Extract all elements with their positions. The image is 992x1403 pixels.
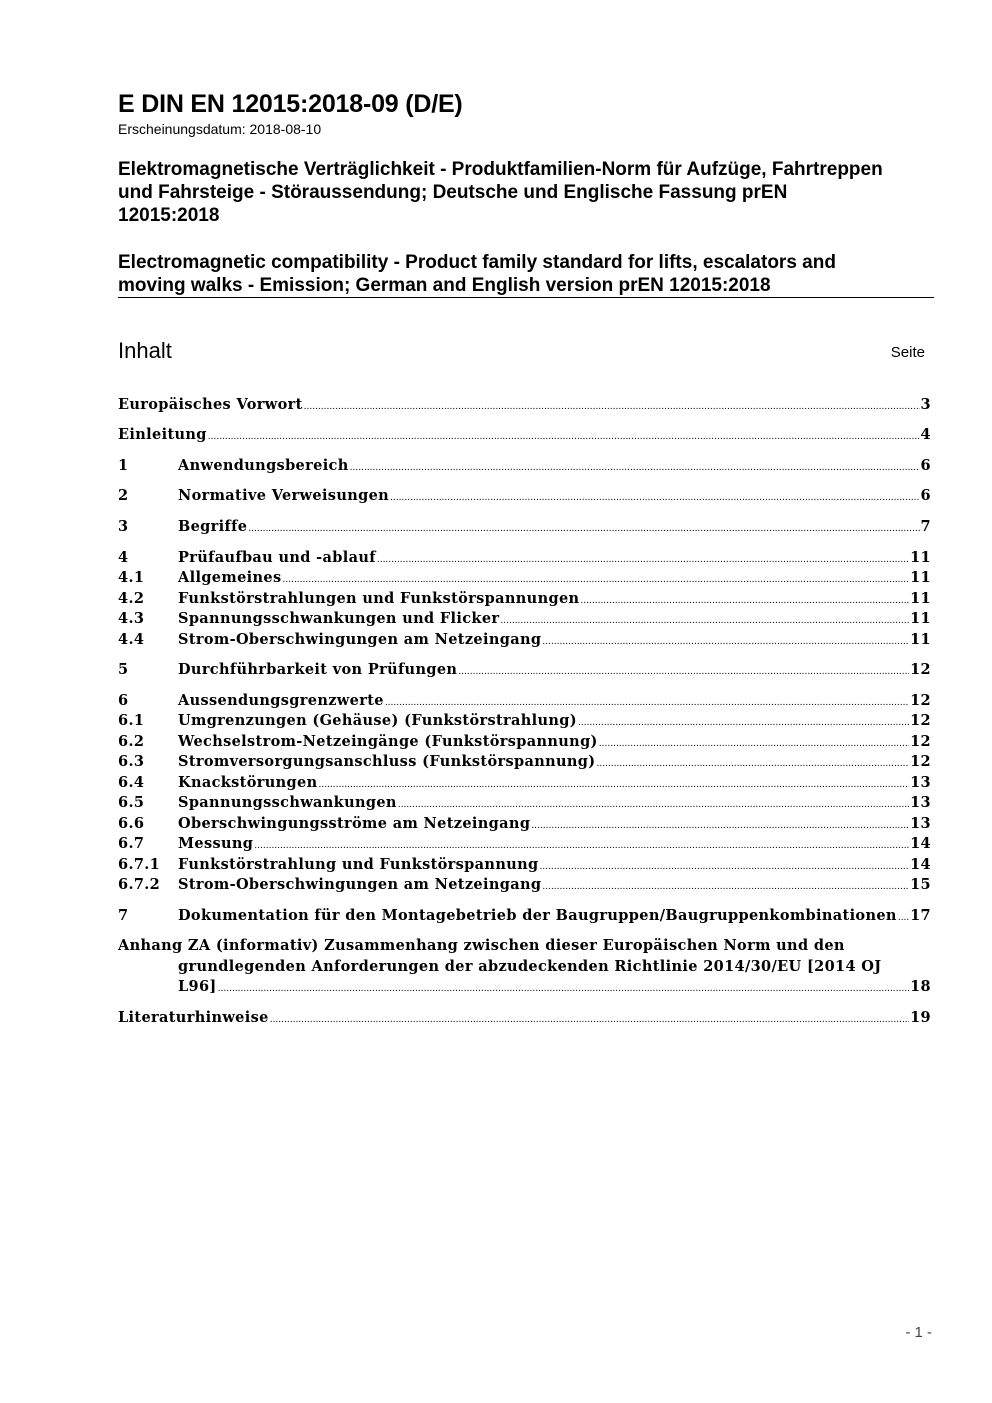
toc-annex-line-3 bbox=[118, 977, 931, 997]
toc-entry-page: 12 bbox=[910, 733, 931, 750]
toc-entry-bibliography[interactable] bbox=[118, 1008, 931, 1028]
toc-entry[interactable] bbox=[118, 814, 931, 834]
toc-entry-page: 12 bbox=[910, 753, 931, 770]
toc-entry-title: Normative Verweisungen bbox=[178, 487, 390, 504]
toc-entry-title: Knackstörungen bbox=[178, 774, 318, 791]
toc-entry-page: 14 bbox=[910, 835, 931, 852]
toc-dot-leader bbox=[350, 458, 920, 478]
toc-dot-leader bbox=[218, 979, 909, 999]
title-german-line-3: 12015:2018 bbox=[118, 205, 220, 226]
toc-entry-page: 18 bbox=[910, 978, 931, 995]
title-german-line-1: Elektromagnetische Verträglichkeit - Produktfamilien-Norm für Aufzüge, Fahrtreppen bbox=[118, 159, 883, 180]
toc-entry-title: Prüfaufbau und -ablauf bbox=[178, 549, 376, 566]
toc-dot-leader bbox=[580, 591, 909, 611]
toc-entry-number: 6.2 bbox=[118, 733, 145, 750]
toc-entry-number: 4.2 bbox=[118, 590, 145, 607]
toc-dot-leader bbox=[531, 816, 909, 836]
toc-entry-number: 6.3 bbox=[118, 753, 145, 770]
toc-entry-number: 2 bbox=[118, 487, 129, 504]
toc-dot-leader bbox=[398, 795, 909, 815]
toc-entry-title: Oberschwingungsströme am Netzeingang bbox=[178, 815, 531, 832]
toc-entry[interactable] bbox=[118, 395, 931, 415]
toc-entry-page: 12 bbox=[910, 712, 931, 729]
title-divider bbox=[118, 297, 934, 298]
toc-entry[interactable] bbox=[118, 568, 931, 588]
toc-entry-number: 6.7 bbox=[118, 835, 145, 852]
toc-entry[interactable] bbox=[118, 589, 931, 609]
toc-entry-title: Wechselstrom-Netzeingänge (Funkstörspannung) bbox=[178, 733, 598, 750]
toc-entry-number: 4 bbox=[118, 549, 129, 566]
toc-entry-title: Umgrenzungen (Gehäuse) (Funkstörstrahlung) bbox=[178, 712, 577, 729]
toc-entry-title: Allgemeines bbox=[178, 569, 282, 586]
publication-date: Erscheinungsdatum: 2018-08-10 bbox=[118, 121, 322, 137]
toc-entry-title: Funkstörstrahlungen und Funkstörspannungen bbox=[178, 590, 580, 607]
toc-dot-leader bbox=[542, 632, 909, 652]
toc-entry-number: 6.1 bbox=[118, 712, 145, 729]
toc-dot-leader bbox=[898, 908, 909, 928]
toc-entry-number: 6.6 bbox=[118, 815, 145, 832]
toc-dot-leader bbox=[539, 857, 909, 877]
toc-entry[interactable] bbox=[118, 609, 931, 629]
toc-dot-leader bbox=[542, 877, 909, 897]
toc-entry-title: Spannungsschwankungen und Flicker bbox=[178, 610, 500, 627]
toc-entry-page: 14 bbox=[910, 856, 931, 873]
toc-annex-line-1: Anhang ZA (informativ) Zusammenhang zwischen dieser Europäischen Norm und den bbox=[118, 937, 845, 954]
toc-entry-page: 15 bbox=[910, 876, 931, 893]
toc-entry-page: 13 bbox=[910, 774, 931, 791]
toc-entry-number: 4.4 bbox=[118, 631, 145, 648]
toc-entry-page: 3 bbox=[920, 396, 931, 413]
toc-entry-page: 11 bbox=[910, 569, 931, 586]
toc-entry[interactable] bbox=[118, 834, 931, 854]
toc-entry-number: 6.7.1 bbox=[118, 856, 161, 873]
toc-entry-page: 19 bbox=[910, 1009, 931, 1026]
toc-entry-title: Messung bbox=[178, 835, 254, 852]
toc-entry-page: 17 bbox=[910, 907, 931, 924]
toc-entry-title: Aussendungsgrenzwerte bbox=[178, 692, 384, 709]
toc-dot-leader bbox=[270, 1010, 909, 1030]
toc-entry-page: 12 bbox=[910, 692, 931, 709]
toc-entry-number: 1 bbox=[118, 457, 129, 474]
toc-dot-leader bbox=[254, 836, 909, 856]
toc-entry-title: Europäisches Vorwort bbox=[118, 396, 303, 413]
toc-entry-page: 13 bbox=[910, 815, 931, 832]
toc-entry[interactable] bbox=[118, 752, 931, 772]
title-english-line-1: Electromagnetic compatibility - Product family standard for lifts, escalators and bbox=[118, 252, 836, 273]
toc-entry-page: 4 bbox=[920, 426, 931, 443]
toc-entry-number: 6 bbox=[118, 692, 129, 709]
toc-entry[interactable] bbox=[118, 660, 931, 680]
toc-entry-title: Funkstörstrahlung und Funkstörspannung bbox=[178, 856, 539, 873]
title-english bbox=[118, 251, 938, 297]
toc-entry-number: 4.1 bbox=[118, 569, 145, 586]
page-number: - 1 - bbox=[905, 1324, 932, 1341]
toc-entry-title: Literaturhinweise bbox=[118, 1009, 269, 1026]
toc-page-column-label: Seite bbox=[890, 344, 925, 361]
toc-entry-page: 11 bbox=[910, 549, 931, 566]
toc-entry-page: 11 bbox=[910, 590, 931, 607]
toc-entry[interactable] bbox=[118, 773, 931, 793]
toc-entry-title: Strom-Oberschwingungen am Netzeingang bbox=[178, 876, 542, 893]
toc-dot-leader bbox=[283, 570, 910, 590]
toc-dot-leader bbox=[208, 427, 920, 447]
toc-dot-leader bbox=[596, 754, 909, 774]
toc-entry-page: 12 bbox=[910, 661, 931, 678]
toc-dot-leader bbox=[599, 734, 909, 754]
toc-entry[interactable] bbox=[118, 855, 931, 875]
toc-entry-title: Anwendungsbereich bbox=[178, 457, 349, 474]
toc-dot-leader bbox=[500, 611, 909, 631]
toc-dot-leader bbox=[458, 662, 909, 682]
toc-dot-leader bbox=[248, 519, 919, 539]
toc-entry-title: Strom-Oberschwingungen am Netzeingang bbox=[178, 631, 542, 648]
toc-entry-number: 5 bbox=[118, 661, 129, 678]
toc-entry-number: 7 bbox=[118, 907, 129, 924]
toc-dot-leader bbox=[385, 693, 909, 713]
toc-entry-title: Durchführbarkeit von Prüfungen bbox=[178, 661, 458, 678]
toc-entry-title: Spannungsschwankungen bbox=[178, 794, 397, 811]
toc-dot-leader bbox=[390, 488, 919, 508]
toc-dot-leader bbox=[318, 775, 909, 795]
toc-entry-page: 11 bbox=[910, 610, 931, 627]
toc-entry[interactable] bbox=[118, 517, 931, 537]
toc-entry-title: Begriffe bbox=[178, 518, 248, 535]
title-german-line-2: und Fahrsteige - Störaussendung; Deutsche und Englische Fassung prEN bbox=[118, 182, 788, 203]
toc-entry-title: Stromversorgungsanschluss (Funkstörspannung) bbox=[178, 753, 596, 770]
title-german bbox=[118, 158, 938, 227]
title-english-line-2: moving walks - Emission; German and English version prEN 12015:2018 bbox=[118, 275, 771, 296]
toc-annex-tail: L96] bbox=[178, 978, 217, 995]
toc-entry[interactable] bbox=[118, 793, 931, 813]
toc-entry-title: Einleitung bbox=[118, 426, 207, 443]
toc-entry[interactable] bbox=[118, 456, 931, 476]
document-id: E DIN EN 12015:2018-09 (D/E) bbox=[118, 90, 463, 118]
toc-dot-leader bbox=[304, 397, 920, 417]
toc-entry-page: 7 bbox=[920, 518, 931, 535]
toc-entry-page: 6 bbox=[920, 457, 931, 474]
toc-entry[interactable] bbox=[118, 425, 931, 445]
toc-entry-number: 6.7.2 bbox=[118, 876, 161, 893]
toc-entry-number: 6.5 bbox=[118, 794, 145, 811]
toc-entry-number: 3 bbox=[118, 518, 129, 535]
toc-entry[interactable] bbox=[118, 486, 931, 506]
toc-entry[interactable] bbox=[118, 691, 931, 711]
toc-heading: Inhalt bbox=[118, 338, 172, 363]
toc-dot-leader bbox=[578, 713, 909, 733]
toc-entry-page: 6 bbox=[920, 487, 931, 504]
toc-entry-number: 4.3 bbox=[118, 610, 145, 627]
toc-entry[interactable] bbox=[118, 630, 931, 650]
toc-dot-leader bbox=[377, 550, 909, 570]
toc-entry-title: Dokumentation für den Montagebetrieb der Baugruppen/Baugruppenkombinationen bbox=[178, 907, 897, 924]
toc-annex-line-2: grundlegenden Anforderungen der abzudeckenden Richtlinie 2014/30/EU [2014 OJ bbox=[178, 958, 882, 975]
toc-entry[interactable] bbox=[118, 711, 931, 731]
toc-entry[interactable] bbox=[118, 732, 931, 752]
toc-entry[interactable] bbox=[118, 548, 931, 568]
toc-entry-page: 11 bbox=[910, 631, 931, 648]
toc-entry[interactable] bbox=[118, 875, 931, 895]
toc-entry-page: 13 bbox=[910, 794, 931, 811]
toc-entry[interactable] bbox=[118, 906, 931, 926]
toc-entry-number: 6.4 bbox=[118, 774, 145, 791]
